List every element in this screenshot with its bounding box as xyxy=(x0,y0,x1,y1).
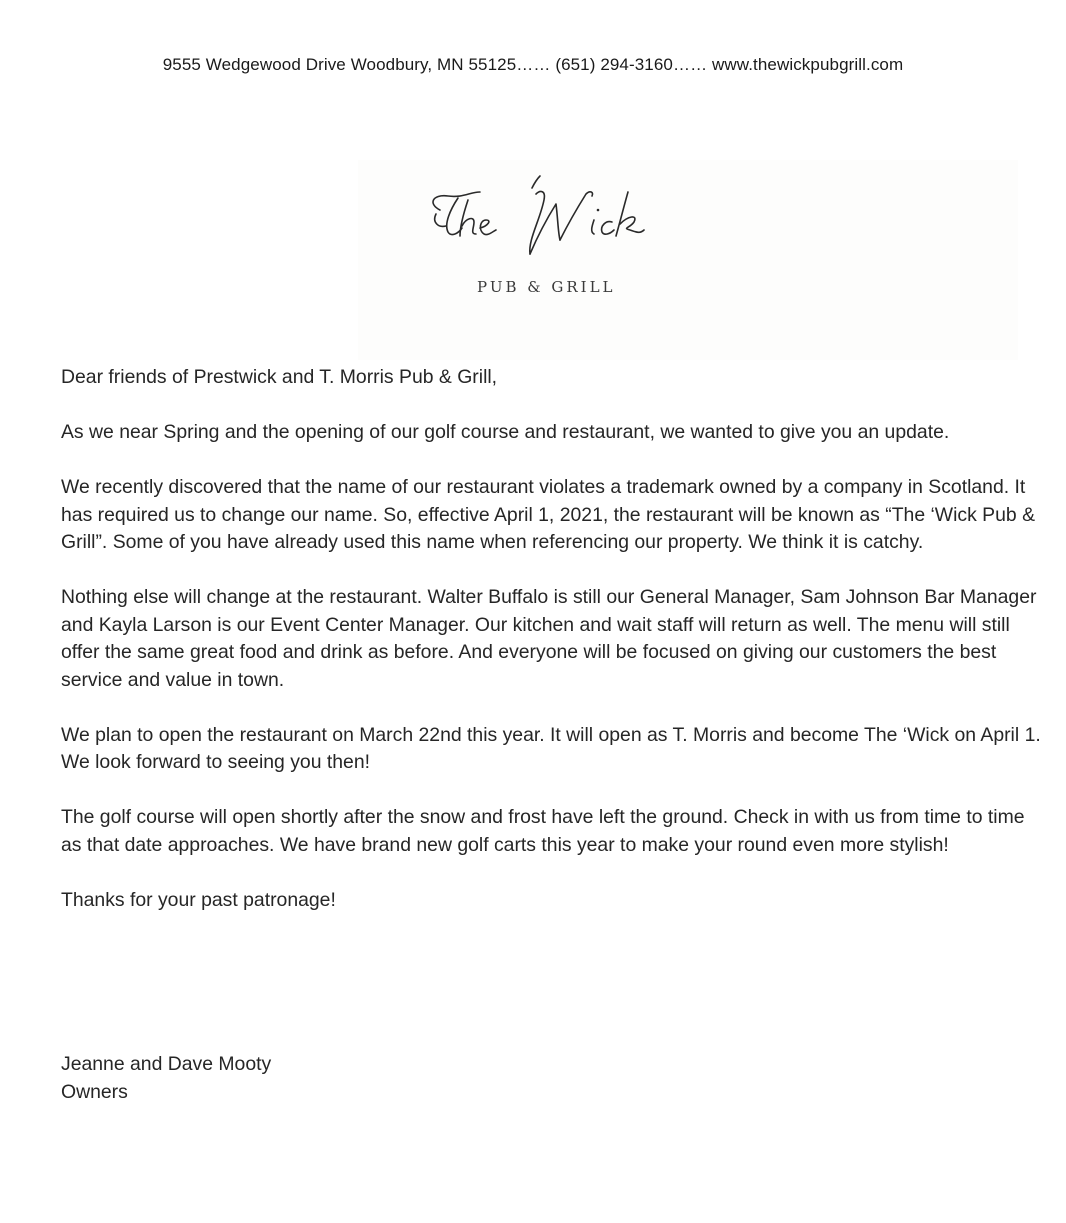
paragraph: The golf course will open shortly after the snow and frost have left the ground. Check in with us from time to time as that date approaches. We have brand new golf carts this year to make your round even more stylish! xyxy=(61,806,1025,856)
logo-script-mark xyxy=(433,176,644,254)
phone-text: (651) 294-3160…… xyxy=(555,55,708,74)
greeting: Dear friends of Prestwick and T. Morris Pub & Grill, xyxy=(61,366,498,388)
wick-logo xyxy=(418,170,718,300)
paragraph: We plan to open the restaurant on March 22nd this year. It will open as T. Morris and become The ‘Wick on April 1. We look forward to seeing you then! xyxy=(61,723,1041,773)
letter-body xyxy=(61,364,1046,942)
address-text: 9555 Wedgewood Drive Woodbury, MN 55125…… xyxy=(162,55,551,74)
website-text: www.thewickpubgrill.com xyxy=(712,55,904,74)
paragraph: Nothing else will change at the restaurant. Walter Buffalo is still our General Manager, Sam Johnson Bar Manager and Kayla Larson is our Event Center Manager. Our kitchen and wait staff will return as well. The menu will still offer the same great food and drink as before. And everyone will be focused on giving our customers the best service and value in town. xyxy=(61,586,1037,691)
paragraph: Thanks for your past patronage! xyxy=(61,888,336,911)
signature-names: Jeanne and Dave Mooty xyxy=(61,1053,272,1075)
signature-title: Owners xyxy=(61,1080,128,1103)
paragraph: We recently discovered that the name of our restaurant violates a trademark owned by a company in Scotland. It has required us to change our name. So, effective April 1, 2021, the restaurant will be known as “The ‘Wick Pub & Grill”. Some of you have already used this name when referencing our property. We think it is catchy. xyxy=(61,476,1036,553)
paragraph: As we near Spring and the opening of our golf course and restaurant, we wanted to give you an update. xyxy=(61,421,950,443)
logo-subtitle: PUB & GRILL xyxy=(477,278,616,296)
signature-block xyxy=(61,1051,271,1106)
logo-area xyxy=(358,160,1018,360)
letterhead-contact-line xyxy=(0,55,1066,75)
